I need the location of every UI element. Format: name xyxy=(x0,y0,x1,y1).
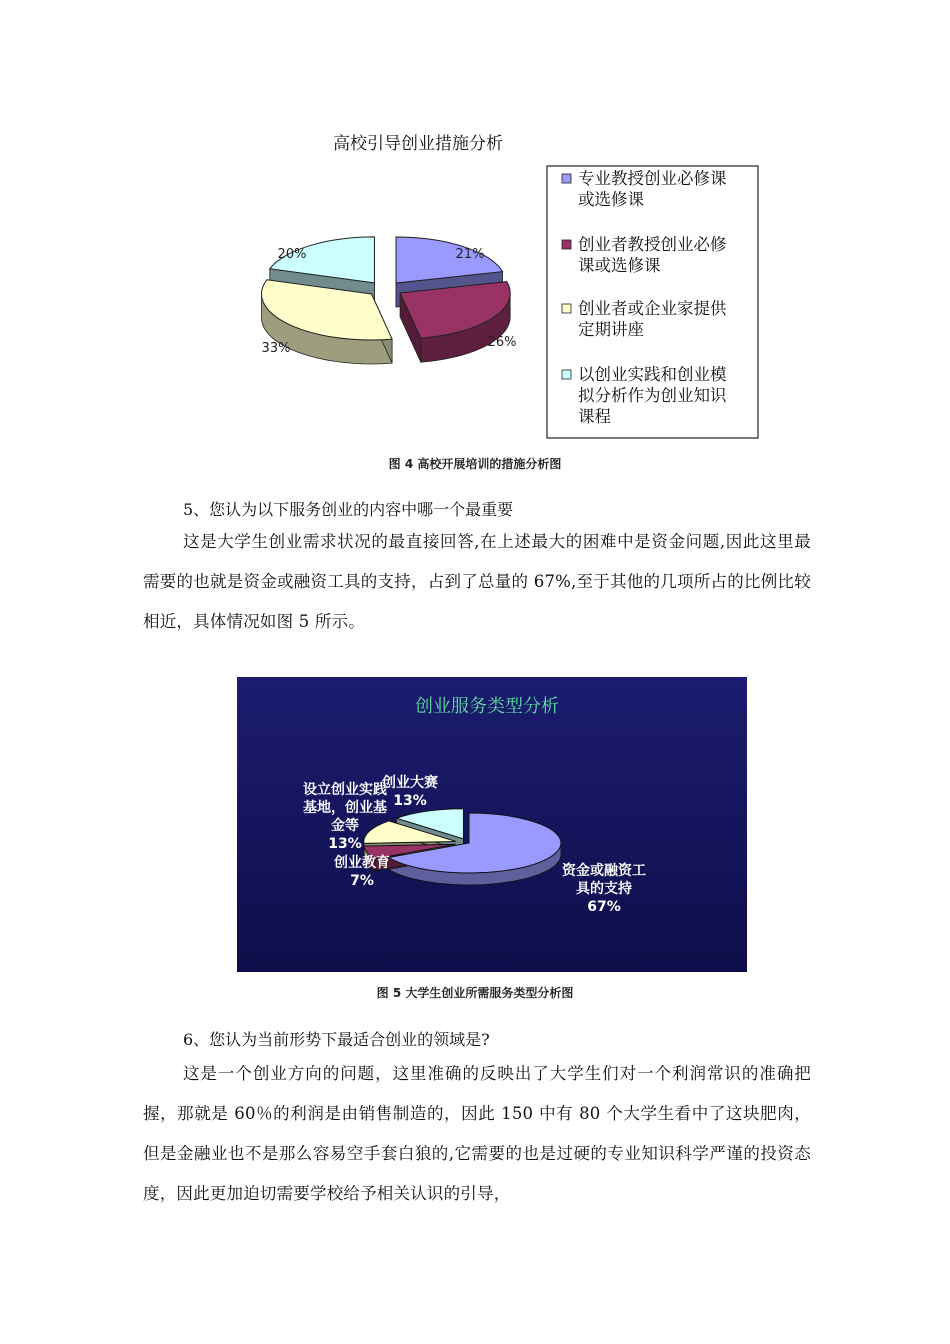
section-5-paragraph: 这是大学生创业需求状况的最直接回答,在上述最大的困难中是资金问题,因此这里最需要的也就是资金或融资工具的支持，占到了总量的 67%,至于其他的几项所占的比例比较相近，具体情况如图 5 所示。 xyxy=(143,532,811,631)
chart-5-label-1: 7% xyxy=(350,873,374,889)
chart-4-legend-label-1: 课或选修课 xyxy=(578,256,661,275)
chart-4-value-label-0: 21% xyxy=(455,247,485,262)
figure-4-chart xyxy=(240,118,770,448)
chart-4-legend-label-3: 以创业实践和创业模 xyxy=(578,365,727,384)
chart-4-value-label-2: 33% xyxy=(261,341,291,356)
chart-5-label-3: 创业大赛 xyxy=(382,775,438,791)
chart-5-label-2: 基地，创业基 xyxy=(303,800,387,816)
chart-5-label-3: 13% xyxy=(393,793,427,809)
chart-4-legend-label-0: 专业教授创业必修课 xyxy=(578,169,727,188)
chart-4-legend-swatch-0 xyxy=(562,174,571,183)
chart-4-legend-swatch-2 xyxy=(562,304,571,313)
figure-4-caption: 图 4 高校开展培训的措施分析图 xyxy=(388,457,562,471)
chart-4-legend-label-2: 定期讲座 xyxy=(578,320,644,339)
chart-5-label-0: 67% xyxy=(587,899,621,915)
figure-5-caption: 图 5 大学生创业所需服务类型分析图 xyxy=(376,986,574,1000)
chart-4-legend-swatch-1 xyxy=(562,240,571,249)
chart-4-legend-swatch-3 xyxy=(562,370,571,379)
chart-4-legend-label-3: 课程 xyxy=(578,407,611,426)
chart-5-label-2: 金等 xyxy=(331,818,359,834)
chart-4-legend-label-0: 或选修课 xyxy=(578,190,644,209)
chart-5-label-2: 13% xyxy=(328,836,362,852)
chart-4-title: 高校引导创业措施分析 xyxy=(333,134,503,154)
pie-chart-4 xyxy=(240,118,770,448)
chart-4-value-label-3: 20% xyxy=(277,247,307,262)
chart-4-legend-label-2: 创业者或企业家提供 xyxy=(578,299,727,318)
chart-4-legend-label-1: 创业者教授创业必修 xyxy=(578,235,727,254)
chart-4-value-label-1: 26% xyxy=(487,335,517,350)
section-6-heading: 6、您认为当前形势下最适合创业的领域是? xyxy=(183,1030,490,1049)
figure-5-chart xyxy=(237,677,747,972)
chart-5-label-1: 创业教育 xyxy=(334,855,390,871)
section-6-paragraph: 这是一个创业方向的问题，这里准确的反映出了大学生们对一个利润常识的准确把握，那就是 60％的利润是由销售制造的，因此 150 中有 80 个大学生看中了这块肥肉，但是金融业也不是那么容易空手套白狼的,它需要的也是过硬的专业知识科学严谨的投资态度，因此更加迫切需要学校给予相关认识的引导， xyxy=(143,1064,811,1203)
chart-5-label-0: 具的支持 xyxy=(576,881,632,897)
chart-5-title: 创业服务类型分析 xyxy=(415,696,559,717)
chart-4-legend-label-3: 拟分析作为创业知识 xyxy=(578,386,727,405)
chart-5-label-0: 资金或融资工 xyxy=(562,863,646,879)
section-5-heading: 5、您认为以下服务创业的内容中哪一个最重要 xyxy=(183,500,514,519)
chart-5-label-2: 设立创业实践 xyxy=(303,782,387,798)
pie-chart-5 xyxy=(237,677,747,972)
